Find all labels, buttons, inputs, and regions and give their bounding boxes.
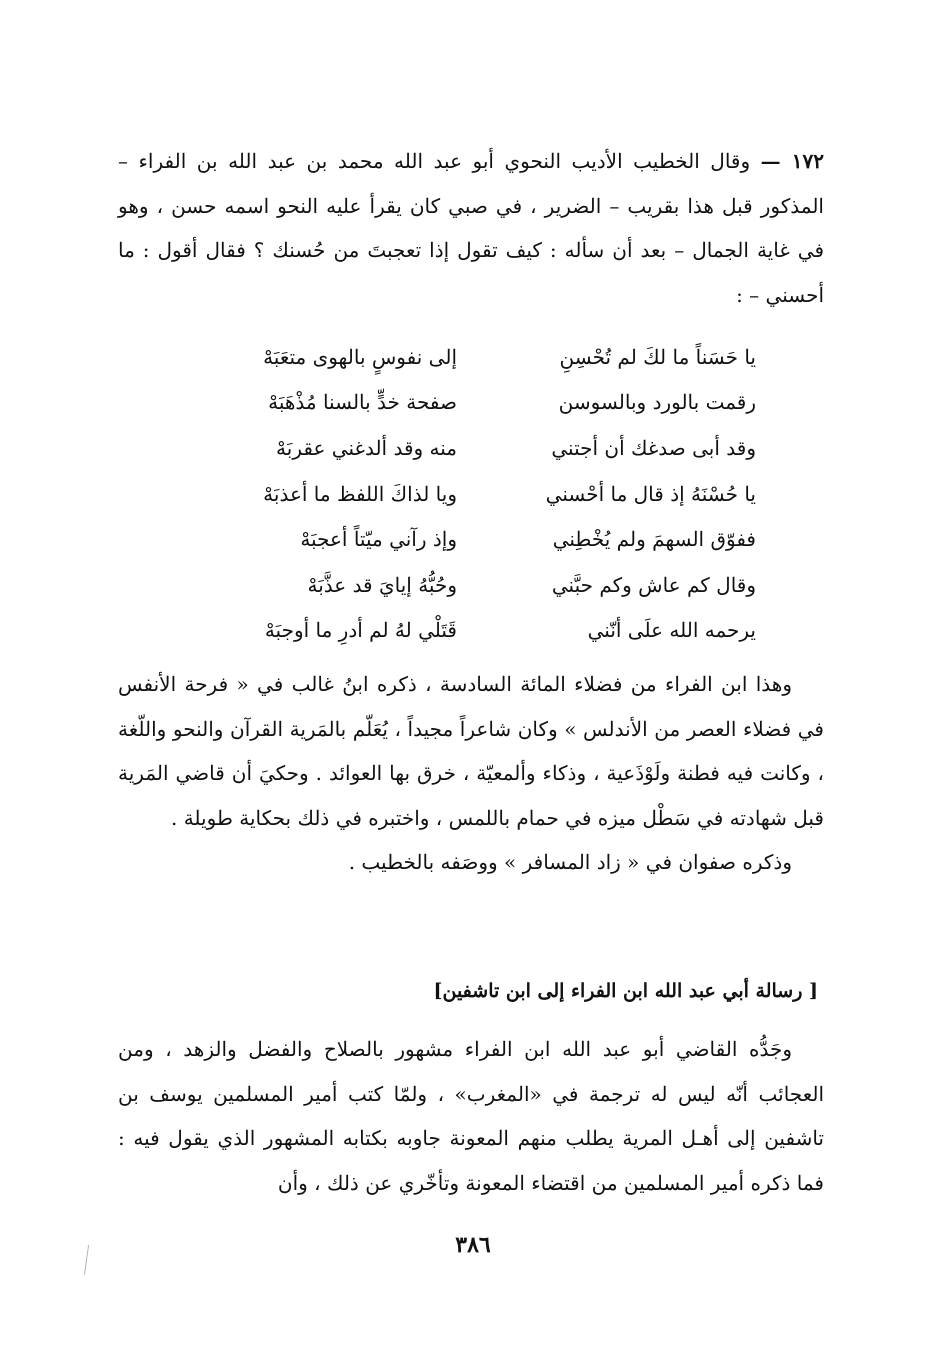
verse-second-hemistich: وإذ رآني ميّتاً أعجبَهْ bbox=[300, 527, 457, 552]
verse-line-1 bbox=[196, 334, 756, 380]
verse-first-hemistich: وقد أبى صدغك أن أجتني bbox=[551, 435, 756, 460]
verse-line-7 bbox=[196, 608, 756, 654]
section-heading: [ رسالة أبي عبد الله ابن الفراء إلى ابن تاشفين] bbox=[433, 980, 818, 1002]
verse-line-3 bbox=[196, 425, 756, 471]
verse-second-hemistich: إلى نفوسٍ بالهوى متعَبَهْ bbox=[263, 344, 457, 369]
biography-text-2: وذكره صفوان في « زاد المسافر » ووصَفه بالخطيب . bbox=[348, 850, 792, 874]
verse-first-hemistich: يا حَسَناً ما لكَ لم تُحْسِنِ bbox=[559, 344, 756, 369]
verse-first-hemistich: ففوّق السهمَ ولم يُخْطِني bbox=[552, 527, 756, 552]
verse-line-4 bbox=[196, 471, 756, 517]
verse-line-6 bbox=[196, 562, 756, 608]
verse-second-hemistich: قَتَلْي لهُ لم أدرِ ما أوجبَهْ bbox=[264, 618, 457, 643]
biography-paragraph bbox=[118, 662, 824, 885]
intro-paragraph bbox=[118, 139, 824, 317]
verse-second-hemistich: منه وقد ألدغني عقربَهْ bbox=[276, 435, 457, 460]
verse-line-2 bbox=[196, 380, 756, 426]
verse-second-hemistich: وحُبُّهُ إيايَ قد عذَّبَهْ bbox=[307, 572, 457, 597]
verse-first-hemistich: رقمت بالورد وبالسوسن bbox=[558, 390, 756, 415]
verse-first-hemistich: يا حُسْنَهُ إذ قال ما أحْسني bbox=[545, 481, 756, 506]
entry-number: ١٧٢ — bbox=[760, 149, 825, 173]
verse-second-hemistich: ويا لذاكَ اللفظ ما أعذبَهْ bbox=[263, 481, 457, 506]
intro-text: وقال الخطيب الأديب النحوي أبو عبد الله محمد بن عبد الله بن الفراء – المذكور قبل هذا بقريب – الضرير ، في صبي كان يقرأ عليه النحو اسمه حسن ، وهو في غاية الجمال – بعد أن سأله : كيف تقول إذا تعجبتَ من حُسنك ؟ فقال أقول : ما أحسني – : bbox=[118, 149, 824, 307]
verse-line-5 bbox=[196, 516, 756, 562]
poem bbox=[196, 334, 756, 653]
verse-second-hemistich: صفحة خدٍّ بالسنا مُذْهَبَهْ bbox=[268, 390, 457, 415]
biography-text: وهذا ابن الفراء من فضلاء المائة السادسة ، ذكره ابنُ غالب في « فرحة الأنفس في فضلاء العصر من الأندلس » وكان شاعراً مجيداً ، يُعَلّم بالمَرية القرآن والنحو واللّغة ، وكانت فيه فطنة ولَوْذَعية ، وذكاء وألمعيّة ، خرق بها العوائد . وحكيَ أن قاضي المَرية قبل شهادته في سَطْل ميزه في حمام باللمس ، واختبره في ذلك بحكاية طويلة . bbox=[118, 672, 824, 830]
verse-first-hemistich: يرحمه الله علَى أنّني bbox=[587, 618, 756, 643]
verse-first-hemistich: وقال كم عاش وكم حبَّني bbox=[551, 572, 756, 597]
page-number: ٣٨٦ bbox=[455, 1232, 491, 1258]
letter-paragraph: وجَدُّه القاضي أبو عبد الله ابن الفراء مشهور بالصلاح والفضل والزهد ، ومن العجائب أنّه ليس له ترجمة في «المغرب» ، ولمّا كتب أمير المسلمين يوسف بن تاشفين إلى أهـل المرية يطلب منهم المعونة جاوبه بكتابه المشهور الذي يقول فيه : فما ذكره أمير المسلمين من اقتضاء المعونة وتأخّري عن ذلك ، وأن bbox=[118, 1037, 824, 1195]
